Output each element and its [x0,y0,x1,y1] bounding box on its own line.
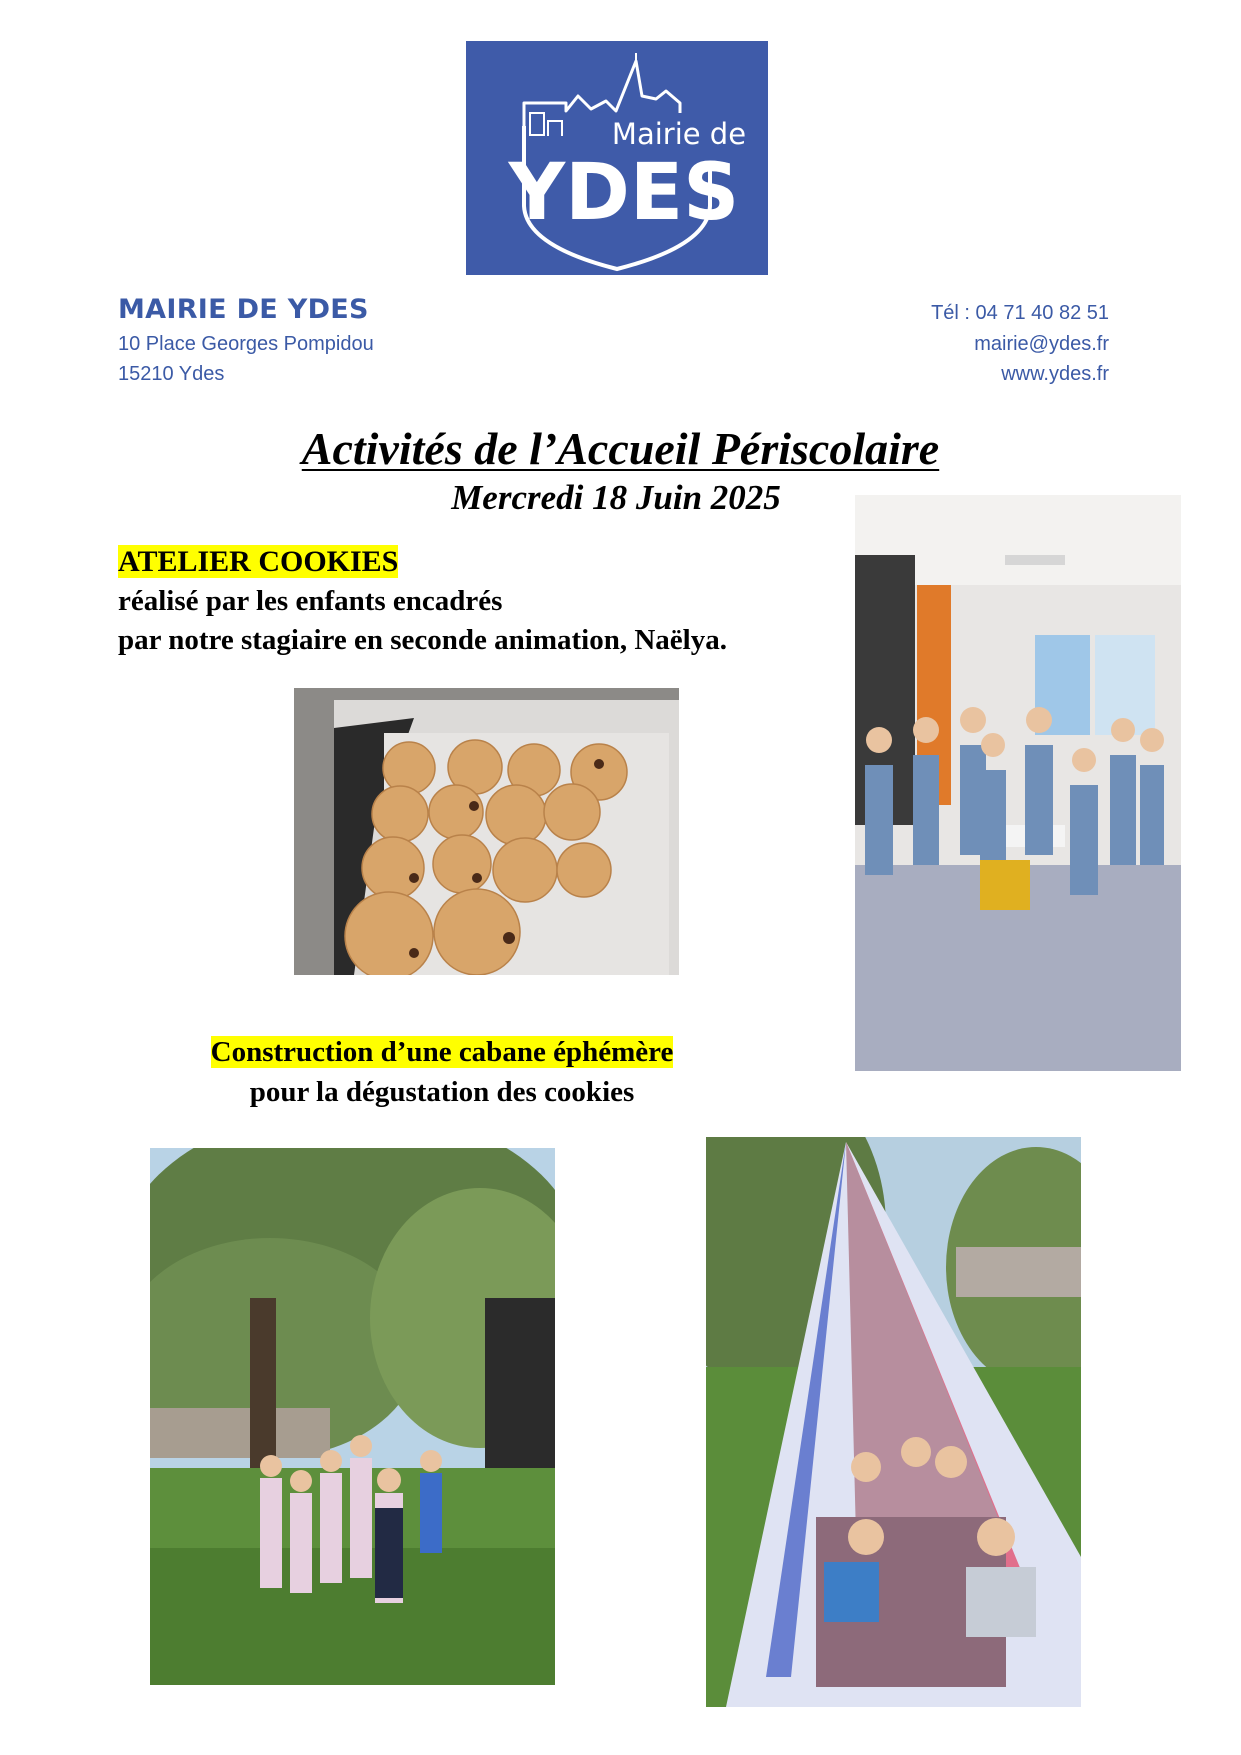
shield-town-icon [466,41,768,275]
page-subtitle: Mercredi 18 Juin 2025 [451,478,781,517]
email-link[interactable]: mairie@ydes.fr [974,333,1109,355]
tree-photo [150,1148,555,1685]
org-name: MAIRIE DE YDES [118,294,369,325]
section2-heading-text: Construction d’une cabane éphémère [210,1036,674,1068]
teepee-photo [706,1137,1081,1707]
section1-line2: par notre stagiaire en seconde animation, Naëlya. [118,624,727,656]
section2-heading [0,1036,884,1069]
address-line1: 10 Place Georges Pompidou [118,333,374,355]
logo-line1: Mairie de [611,117,747,151]
address-line2: 15210 Ydes [118,363,225,385]
section2-line1: pour la dégustation des cookies [249,1076,635,1108]
phone-text: Tél : 04 71 40 82 51 [931,302,1109,324]
page-title [0,422,1241,475]
section1-line1: réalisé par les enfants encadrés [118,585,503,617]
mairie-logo [466,41,768,275]
section1-heading [118,545,398,579]
section1-heading-text: ATELIER COOKIES [118,545,399,578]
website-link[interactable]: www.ydes.fr [1001,363,1109,385]
classroom-photo [855,495,1181,1071]
page-title-text: Activités de l’Accueil Périscolaire [301,423,940,474]
cookies-photo [294,688,679,975]
logo-line2: YDES [508,148,740,238]
